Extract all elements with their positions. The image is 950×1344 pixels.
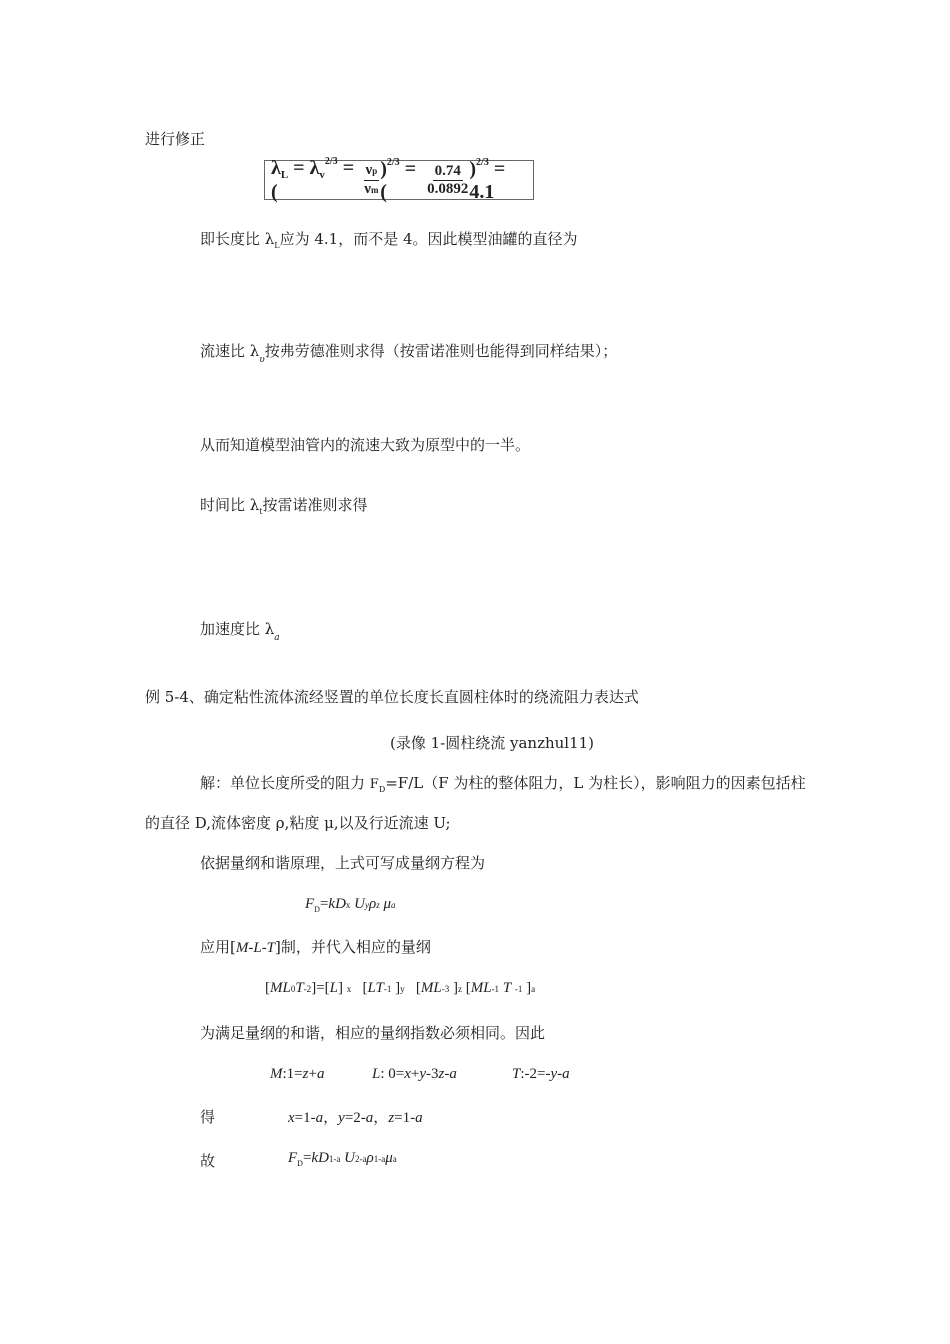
length-ratio-equation: $\lambda_L = \lambda_v^{2/3}$ = ( $\frac{\nu p}{\nu m}$ )$^{2/3}$ = ( $\frac{0.74}{0.0892}$ )$^{2/3}$ = 4.1 — [264, 160, 534, 200]
label-gu: 故 — [200, 1152, 216, 1170]
label-de: 得 — [200, 1108, 216, 1126]
video-reference: (录像 1-圆柱绕流 yanzhul11) — [390, 734, 595, 752]
formula-m: M:1=z+a — [270, 1066, 325, 1082]
para-accel-ratio: 加速度比 $\lambda_a$ — [200, 620, 280, 643]
eq-denominator: 0.0892 — [427, 180, 469, 197]
para-correction: 进行修正 — [145, 130, 206, 148]
formula-l: L: 0=x+y-3z-a — [372, 1066, 457, 1082]
para-solution-1: 解：单位长度所受的阻力 $F_D=F/L(F$ 为柱的整体阻力，L 为柱长），影响阻力的因素包括柱 — [200, 774, 806, 794]
formula-fd-final: $F_D=kD1-a$ U2-aρ1-aμa — [288, 1150, 397, 1168]
para-solution-2: 的直径 D,流体密度 ρ,粘度 μ,以及行近流速 U; — [145, 814, 451, 832]
formula-fd-1: $F_D=kDx$ Uyρz μa — [305, 896, 396, 914]
eq-result: 4.1 — [469, 180, 495, 203]
formula-t: T:-2=-y-a — [512, 1066, 570, 1082]
formula-dimension: [ML0T-2]=[L] x [LT-1 ]y [ML-3 ]z [ML-1 T -1 ]a — [265, 980, 536, 996]
para-exponents: 为满足量纲的和谐，相应的量纲指数必须相同。因此 — [200, 1024, 546, 1042]
para-dimension-eq: 依据量纲和谐原理，上式可写成量纲方程为 — [200, 854, 486, 872]
para-mlt: 应用[M-L-T]制，并代入相应的量纲 — [200, 938, 431, 956]
example-heading: 例 5-4、确定粘性流体流经竖置的单位长度长直圆柱体时的绕流阻力表达式 — [145, 688, 639, 706]
para-velocity-ratio: 流速比 $\lambda_\upsilon$按弗劳德准则求得（按雷诺准则也能得到同样结果）； — [200, 342, 618, 365]
para-velocity-half: 从而知道模型油管内的流速大致为原型中的一半。 — [200, 436, 531, 454]
para-time-ratio: 时间比 $\lambda_t$按雷诺准则求得 — [200, 496, 368, 516]
formula-solution: x=1-a，y=2-a，z=1-a — [288, 1110, 423, 1126]
para-length-ratio: 即长度比 $\lambda_L$应为 4.1，而不是 4。因此模型油罐的直径为 — [200, 230, 578, 250]
eq-numerator: 0.74 — [434, 162, 461, 179]
